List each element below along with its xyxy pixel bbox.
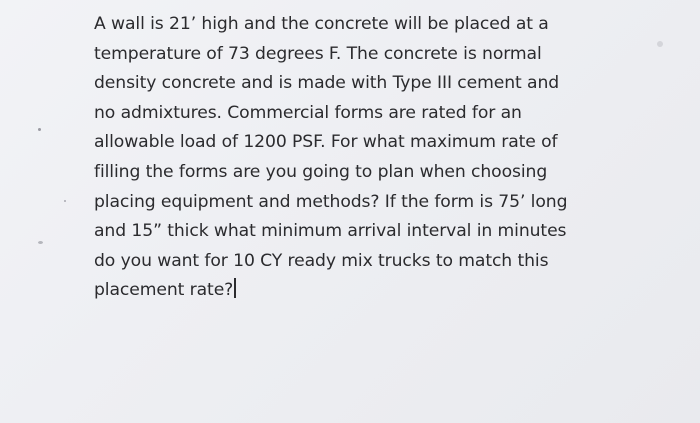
- background-speck: [657, 41, 663, 47]
- question-line: placement rate?: [94, 280, 234, 301]
- question-line: filling the forms are you going to plan when choosing: [94, 161, 548, 182]
- text-cursor: [234, 278, 236, 298]
- question-text: [94, 10, 614, 306]
- background-speck: [38, 241, 43, 244]
- background-speck: [64, 200, 66, 202]
- question-line: do you want for 10 CY ready mix trucks to match this: [94, 250, 549, 271]
- question-line: temperature of 73 degrees F. The concrete is normal: [94, 43, 542, 64]
- question-line: A wall is 21’ high and the concrete will be placed at a: [94, 14, 549, 34]
- background-speck: [38, 128, 41, 131]
- question-line: density concrete and is made with Type III cement and: [94, 73, 560, 94]
- question-last-line: [94, 276, 614, 306]
- question-line: allowable load of 1200 PSF. For what maximum rate of: [94, 132, 558, 153]
- question-line: and 15” thick what minimum arrival interval in minutes: [94, 221, 567, 242]
- question-line: placing equipment and methods? If the form is 75’ long: [94, 191, 568, 212]
- question-line: no admixtures. Commercial forms are rated for an: [94, 102, 522, 123]
